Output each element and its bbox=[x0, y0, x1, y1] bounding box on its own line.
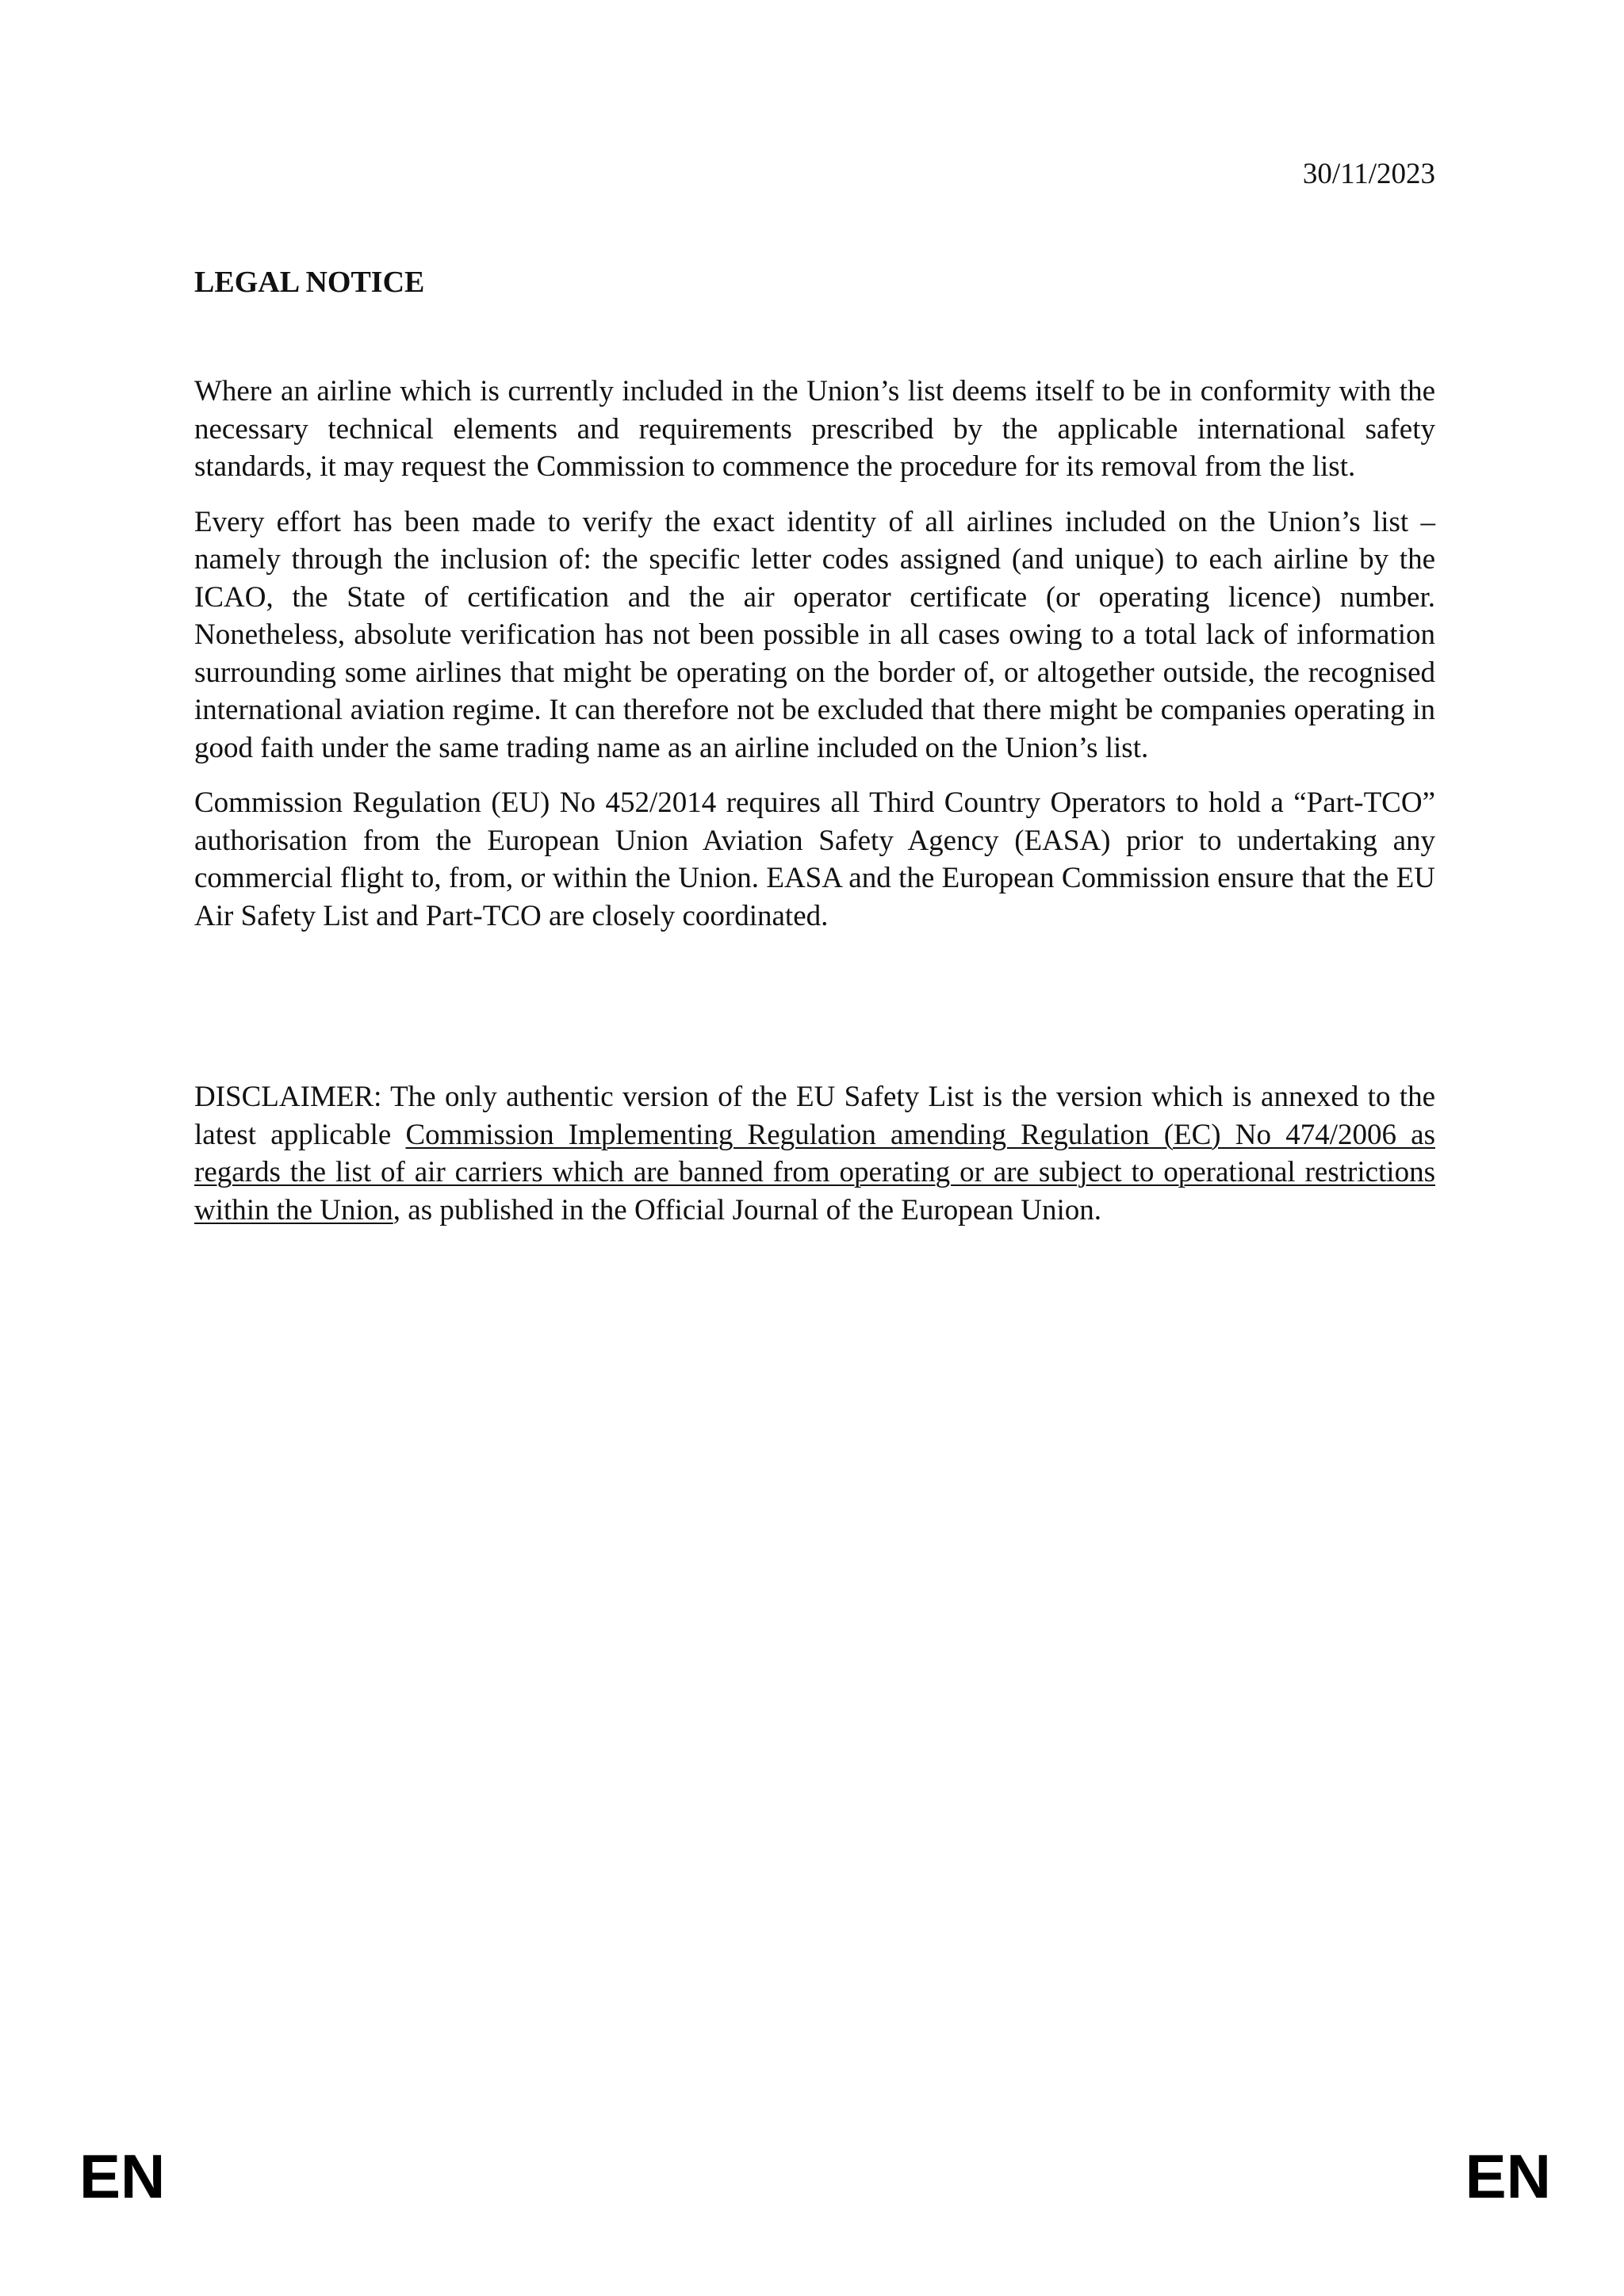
page-title: LEGAL NOTICE bbox=[194, 266, 425, 299]
language-marker-left: EN bbox=[79, 2141, 166, 2211]
disclaimer-prefix: DISCLAIMER: The only authentic version of the EU Safety List is the version which is annexed to the latest applicable bbox=[194, 1081, 1435, 1151]
paragraph-removal-request: Where an airline which is currently included in the Union’s list deems itself to be in conformity with the necessary technical elements and requirements prescribed by the applicable international safety standards, it may request the Commission to commence the procedure for its removal from the list. bbox=[194, 375, 1435, 483]
disclaimer-paragraph bbox=[194, 1078, 1435, 1229]
legal-notice-body bbox=[194, 373, 1435, 952]
paragraph-identity-verification: Every effort has been made to verify the exact identity of all airlines included on the Union’s list – namely through the inclusion of: the specific letter codes assigned (and unique) to each airline by the ICAO, the State of certification and the air operator certificate (or operating licence) number. Nonetheless, absolute verification has not been possible in all cases owing to a total lack of information surrounding some airlines that might be operating on the border of, or altogether outside, the recognised international aviation regime. It can therefore not be excluded that there might be companies operating in good faith under the same trading name as an airline included on the Union’s list. bbox=[194, 505, 1435, 764]
language-marker-right: EN bbox=[1465, 2141, 1551, 2211]
document-date: 30/11/2023 bbox=[1302, 158, 1435, 190]
regulation-link[interactable]: Commission Implementing Regulation amending Regulation (EC) No 474/2006 as regards the list of air carriers which are banned from operating or are subject to operational restrictions within the Union bbox=[194, 1118, 1435, 1226]
disclaimer-suffix: , as published in the Official Journal of the European Union. bbox=[393, 1193, 1102, 1226]
paragraph-part-tco: Commission Regulation (EU) No 452/2014 requires all Third Country Operators to hold a “Part-TCO” authorisation from the European Union Aviation Safety Agency (EASA) prior to undertaking any commercial flight to, from, or within the Union. EASA and the European Commission ensure that the EU Air Safety List and Part-TCO are closely coordinated. bbox=[194, 786, 1435, 932]
